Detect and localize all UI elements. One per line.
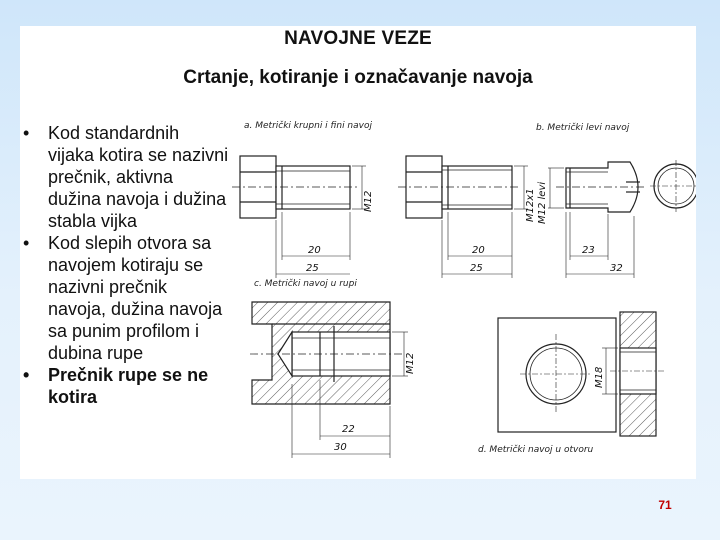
blind-hole-section: [250, 302, 408, 458]
caption-b: b. Metrički levi navoj: [536, 123, 630, 133]
bolt-a2: [398, 156, 528, 278]
dim-b-thread: 23: [582, 245, 595, 256]
bullet-item: [20, 232, 230, 364]
dim-a2-thread: 20: [472, 245, 485, 256]
label-m12-levi: M12 levi: [537, 181, 548, 224]
bullet-dot-icon: •: [23, 233, 30, 253]
label-m18: M18: [594, 366, 605, 388]
label-m12-a1: M12: [363, 190, 374, 212]
bolt-a1: [232, 156, 366, 278]
slide-subtitle: Crtanje, kotiranje i označavanje navoja: [183, 67, 533, 88]
dim-a1-thread: 20: [308, 245, 321, 256]
caption-d: d. Metrički navoj u otvoru: [478, 445, 594, 455]
bullet-item: [20, 364, 230, 408]
bullet-item: [20, 122, 230, 232]
caption-c: c. Metrički navoj u rupi: [254, 279, 357, 289]
bullet-dot-icon: •: [23, 123, 30, 143]
bullet-text: Kod slepih otvora sa navojem kotiraju se nazivni prečnik navoja, dužina navoja sa punim profilom i dubina rupe: [48, 233, 223, 363]
bullet-dot-icon: •: [23, 365, 30, 385]
slide-title: NAVOJNE VEZE: [284, 28, 432, 49]
slide: [20, 26, 696, 479]
label-m12x1: M12x1: [525, 188, 536, 222]
thread-technical-drawing: [230, 112, 696, 462]
dim-a1-total: 25: [306, 263, 319, 274]
page-number: 71: [658, 498, 672, 512]
bolt-b: [548, 160, 696, 278]
bullet-text: Prečnik rupe se ne kotira: [48, 365, 209, 407]
dim-a2-total: 25: [470, 263, 483, 274]
bullet-text: Kod standardnih vijaka kotira se nazivni prečnik, aktivna dužina navoja i dužina stabla vijka: [48, 123, 229, 231]
dim-c-thread: 22: [342, 424, 355, 435]
dim-b-total: 32: [610, 263, 623, 274]
dim-c-depth: 30: [334, 442, 347, 453]
label-m12-hole: M12: [405, 352, 416, 374]
through-hole-views: [498, 312, 666, 436]
caption-a: a. Metrički krupni i fini navoj: [244, 121, 372, 131]
bullet-list: [20, 122, 230, 408]
